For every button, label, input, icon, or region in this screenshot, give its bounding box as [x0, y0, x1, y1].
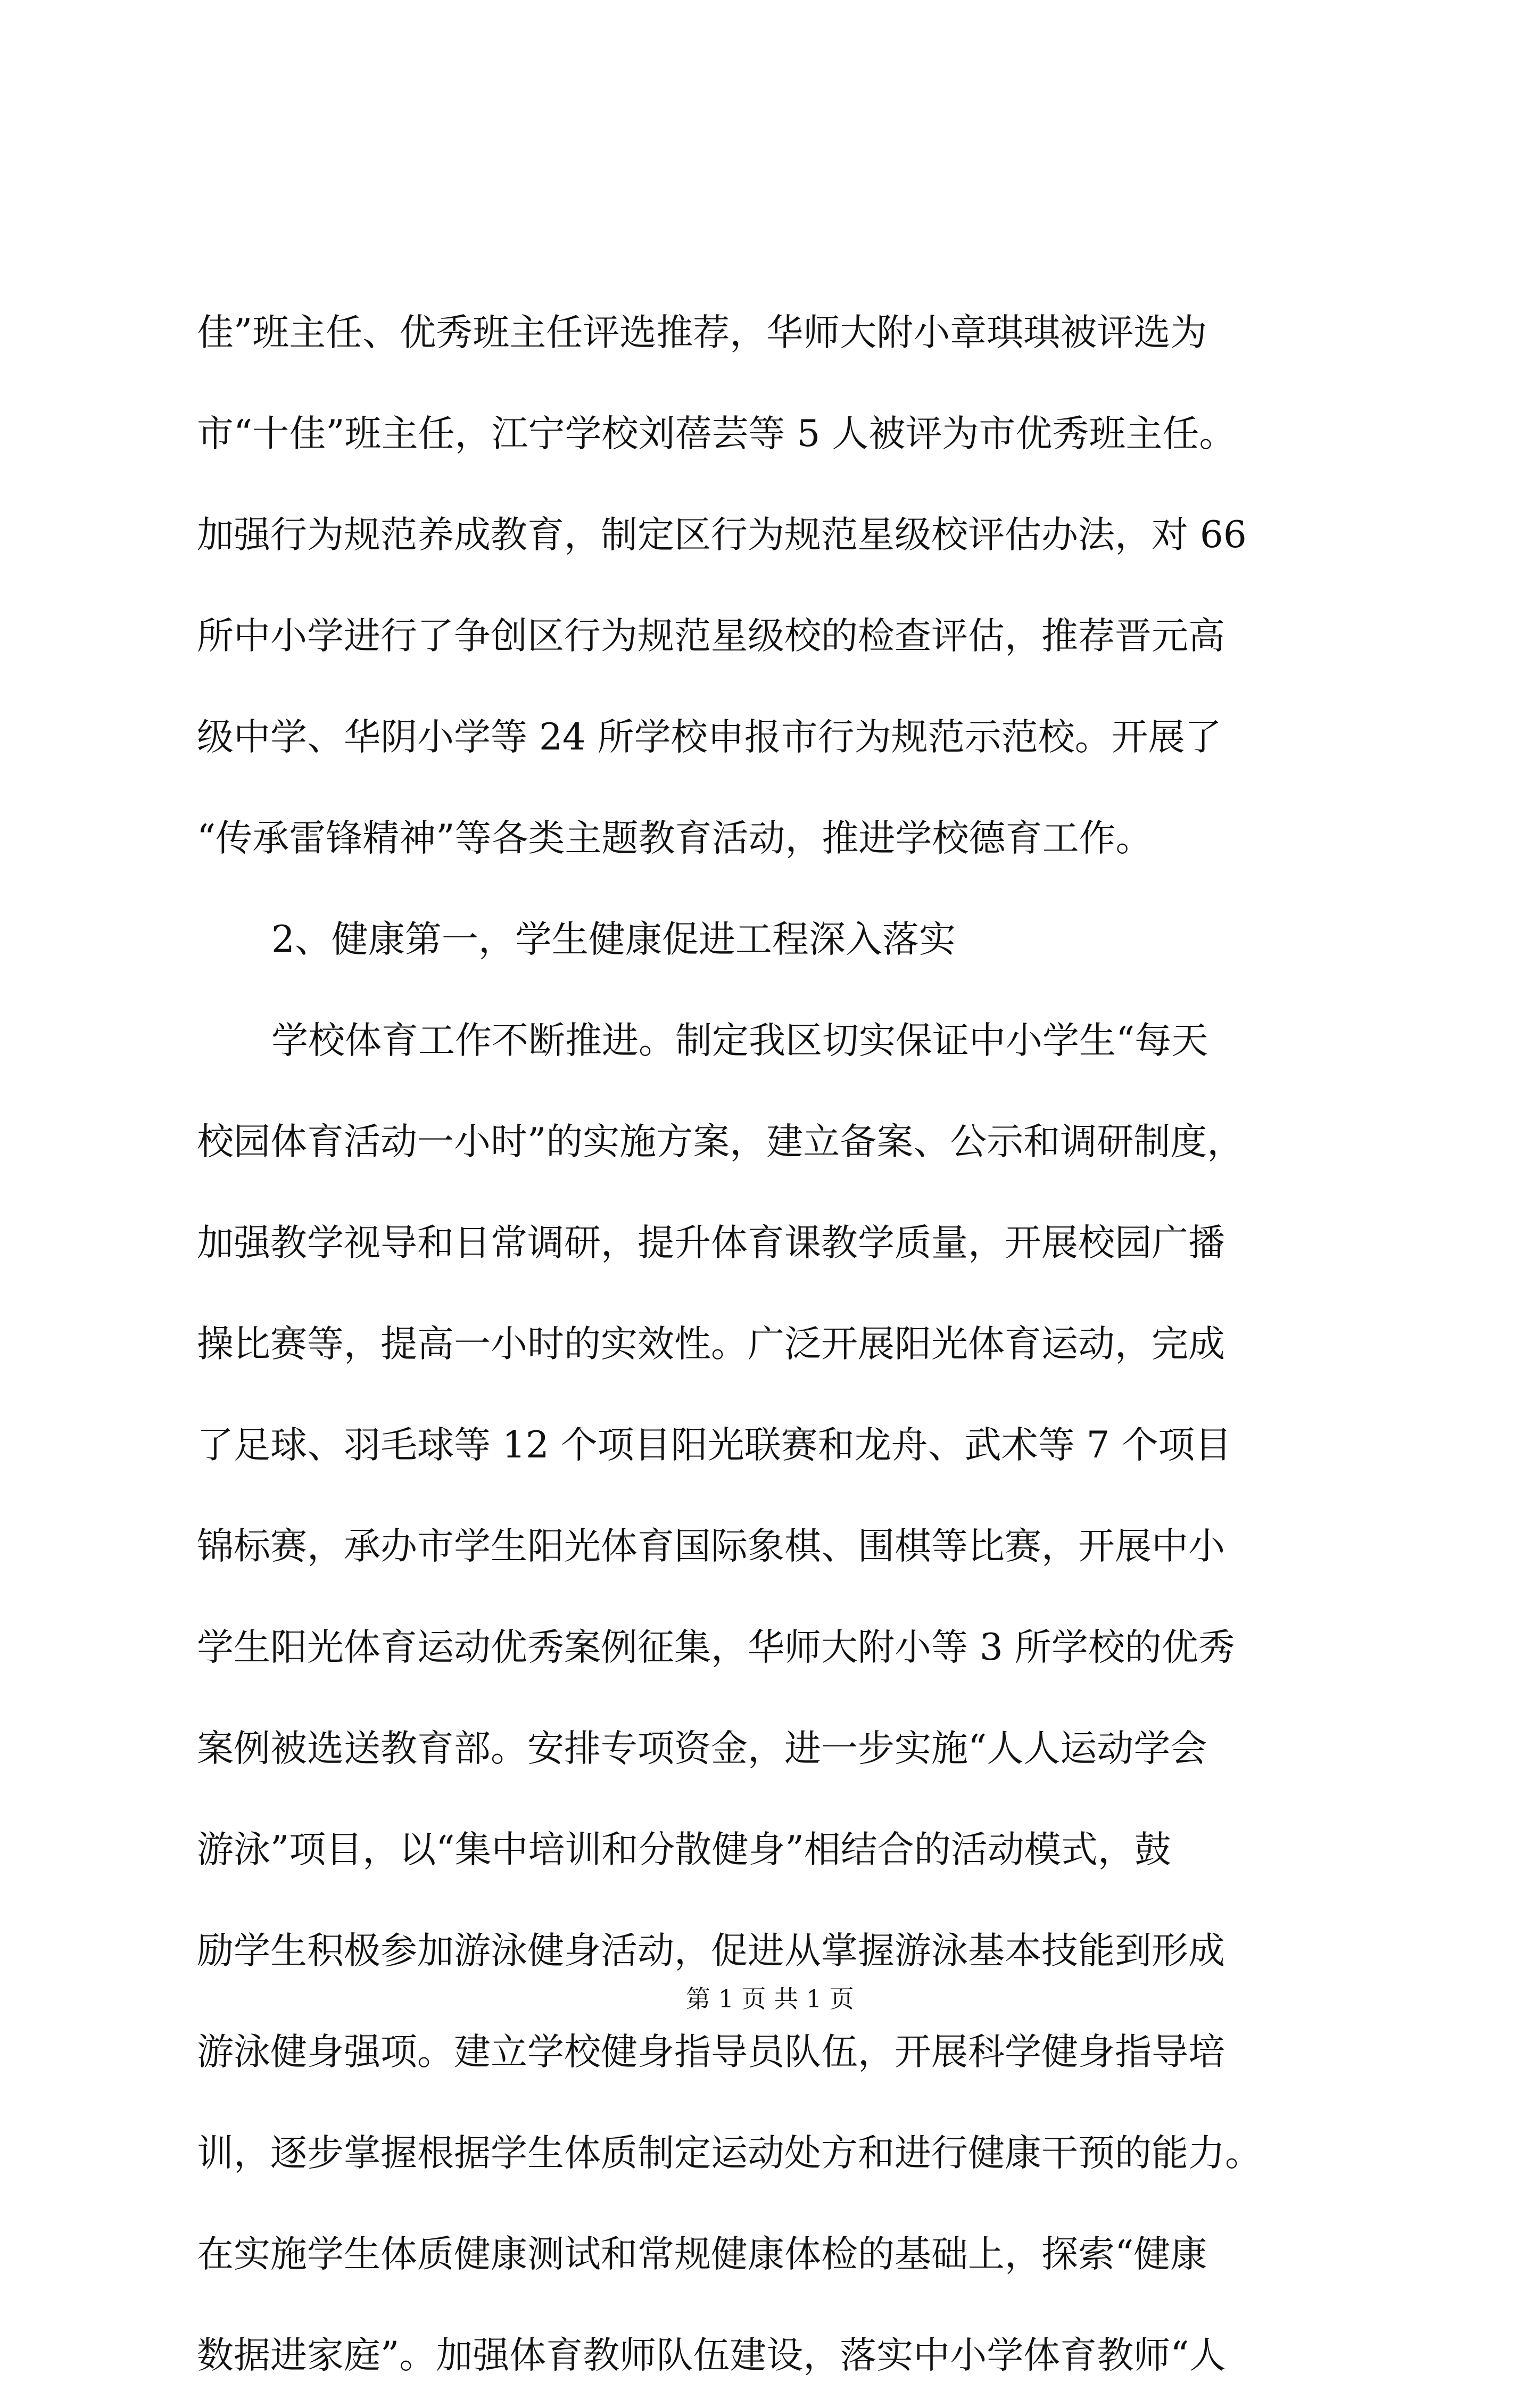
text-line: 游泳”项目，以“集中培训和分散健身”相结合的活动模式，鼓	[197, 1828, 1171, 1871]
text-line: 游泳健身强项。建立学校健身指导员队伍，开展科学健身指导培	[197, 2031, 1225, 2073]
text-line: 级中学、华阴小学等 24 所学校申报市行为规范示范校。开展了	[197, 716, 1222, 759]
text-line: “传承雷锋精神”等各类主题教育活动，推进学校德育工作。	[197, 817, 1153, 860]
text-line: 了足球、羽毛球等 12 个项目阳光联赛和龙舟、武术等 7 个项目	[197, 1424, 1232, 1466]
text-line: 锦标赛，承办市学生阳光体育国际象棋、围棋等比赛，开展中小	[197, 1525, 1225, 1568]
text-line: 学生阳光体育运动优秀案例征集，华师大附小等 3 所学校的优秀	[197, 1626, 1235, 1669]
text-line: 数据进家庭”。加强体育教师队伍建设，落实中小学体育教师“人	[197, 2334, 1226, 2377]
paragraph-first-line: 学校体育工作不断推进。制定我区切实保证中小学生“每天	[271, 1019, 1208, 1062]
text-line: 案例被选送教育部。安排专项资金，进一步实施“人人运动学会	[197, 1727, 1207, 1770]
page-number-footer: 第 1 页 共 1 页	[686, 1984, 854, 2013]
section-heading: 2、健康第一，学生健康促进工程深入落实	[271, 918, 956, 961]
body-text	[197, 282, 1362, 2406]
text-line: 所中小学进行了争创区行为规范星级校的检查评估，推荐晋元高	[197, 615, 1225, 657]
text-line: 市“十佳”班主任，江宁学校刘蓓芸等 5 人被评为市优秀班主任。	[197, 413, 1236, 455]
text-line: 佳”班主任、优秀班主任评选推荐，华师大附小章琪琪被评选为	[197, 311, 1207, 354]
text-line: 训，逐步掌握根据学生体质制定运动处方和进行健康干预的能力。	[197, 2132, 1262, 2174]
text-line: 校园体育活动一小时”的实施方案，建立备案、公示和调研制度，	[197, 1120, 1244, 1163]
text-line: 加强行为规范养成教育，制定区行为规范星级校评估办法，对 66	[197, 514, 1247, 556]
text-line: 操比赛等，提高一小时的实效性。广泛开展阳光体育运动，完成	[197, 1323, 1225, 1365]
text-line: 在实施学生体质健康测试和常规健康体检的基础上，探索“健康	[197, 2233, 1207, 2276]
text-line: 加强教学视导和日常调研，提升体育课教学质量，开展校园广播	[197, 1222, 1225, 1264]
text-line: 励学生积极参加游泳健身活动，促进从掌握游泳基本技能到形成	[197, 1930, 1225, 1972]
